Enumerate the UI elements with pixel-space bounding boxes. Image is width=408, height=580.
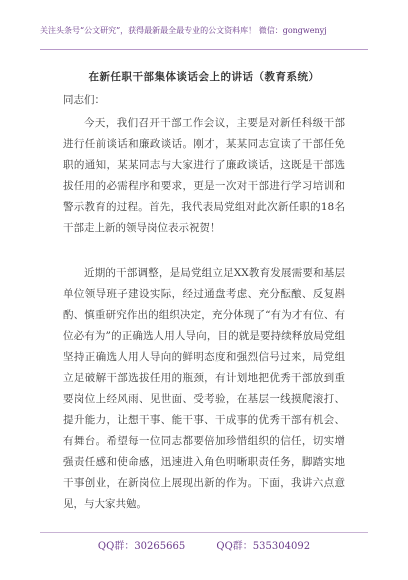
- document-title: 在新任职干部集体谈话会上的讲话（教育系统）: [88, 71, 320, 83]
- footer-qq-group-1: QQ群：30265665: [97, 541, 186, 552]
- header-divider: [40, 49, 368, 50]
- paragraph-2: 近期的干部调整，是局党组立足XX教育发展需要和基层单位领导班子建设实际，经过通盘考虑、充分酝酿、反复斟酌、慎重研究作出的组织决定，充分体现了“有为才有位、有位必有为”的正确选人用人导向，目的就是要持续释放局党组坚持正确选人用人导向的鲜明态度和强烈信号过来，局党组立足破解干部选拔任用的瓶颈，有计划地把优秀干部放到重要岗位上经风雨、见世面、受考验，在基层一线摸爬滚打、提升能力，让想干事、能干事、干成事的优秀干部有机会、有舞台。希望每一位同志都要倍加珍惜组织的信任，切实增强责任感和使命感，迅速进入角色明晰职责任务，脚踏实地干事创业，在新岗位上展现出新的作为。下面，我讲六点意见，与大家共勉。: [63, 267, 345, 510]
- footer: [0, 537, 408, 552]
- footer-divider: [40, 532, 368, 533]
- header-promo-note: 关注头条号“公文研究”，获得最新最全最专业的公文资料库！ 微信：gongwenyj: [40, 26, 327, 35]
- paragraph-1: 今天，我们召开干部工作会议，主要是对新任科级干部进行任前谈话和廉政谈话。刚才，某某同志宣读了干部任免职的通知，某某同志与大家进行了廉政谈话，这既是干部选拔任用的必需程序和要求，更是一次对干部进行学习培训和警示教育的过程。首先，我代表局党组对此次新任职的18名干部走上新的领导岗位表示祝贺！: [63, 117, 345, 234]
- salutation: 同志们：: [63, 94, 105, 106]
- footer-qq-group-2: QQ群：535304092: [216, 541, 311, 552]
